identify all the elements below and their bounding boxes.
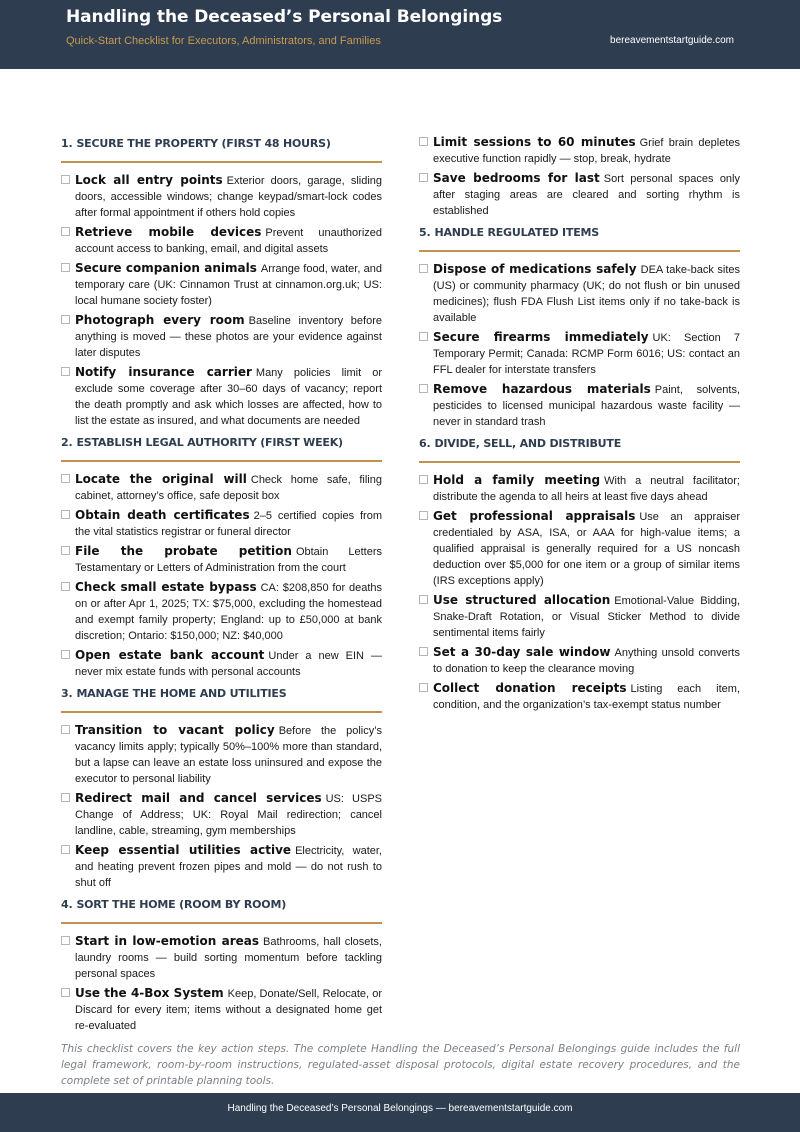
section-heading (61, 433, 382, 462)
item-description: Paint, solvents, pesticides to licensed municipal hazardous waste facility — never in standard trash (433, 384, 741, 428)
checklist-item (61, 364, 382, 429)
item-description: Sort personal spaces only after staging areas are cleared and sorting rhythm is established (433, 173, 740, 217)
checkbox-icon[interactable] (419, 595, 428, 604)
item-label: Open estate bank account (75, 648, 265, 662)
section-title: DIVIDE, SELL, AND DISTRIBUTE (434, 437, 622, 450)
item-label: Locate the original will (75, 472, 247, 486)
item-description: Arrange food, water, and temporary care (UK: Cinnamon Trust at cinnamon.org.uk; US: local humane society foster) (75, 263, 383, 307)
checklist-columns (61, 134, 740, 1034)
checkbox-icon[interactable] (419, 173, 428, 182)
section-title: SECURE THE PROPERTY (FIRST 48 HOURS) (76, 137, 331, 150)
item-description: 2–5 certified copies from the vital statistics registrar or funeral director (75, 510, 382, 538)
section-number: 6. (419, 437, 431, 450)
checkbox-icon[interactable] (61, 227, 70, 236)
item-description: Grief brain depletes executive function rapidly — stop, break, hydrate (433, 137, 740, 165)
header-site-link: bereavementstartguide.com (610, 35, 734, 46)
item-description: Keep, Donate/Sell, Relocate, or Discard for every item; items without a designated home get re-evaluated (75, 988, 382, 1032)
checklist-item (419, 680, 740, 713)
item-description: With a neutral facilitator; distribute the agenda to all heirs at least five days ahead (433, 475, 740, 503)
checkbox-icon[interactable] (419, 647, 428, 656)
section-number: 5. (419, 226, 431, 239)
checklist-section (61, 134, 382, 429)
checklist-item (61, 933, 382, 982)
item-description: CA: $208,850 for deaths on or after Apr 1, 2025; TX: $75,000, excluding the homestead and exempt family property; England: up to £50,000 at bank discretion; Ontario: $150,000; NZ: $40,000 (75, 582, 382, 642)
checkbox-icon[interactable] (61, 988, 70, 997)
checklist-item (61, 790, 382, 839)
item-label: Set a 30-day sale window (433, 645, 611, 659)
checklist-item (419, 508, 740, 589)
item-label: Keep essential utilities active (75, 843, 292, 857)
checklist-item (61, 507, 382, 540)
item-description: Electricity, water, and heating prevent frozen pipes and mold — do not rush to shut off (75, 845, 382, 889)
item-description: Many policies limit or exclude some coverage after 30–60 days of vacancy; report the death promptly and ask which losses are affected, how to list the estate as insured, and what documents are needed (75, 367, 382, 427)
item-description: Obtain Letters Testamentary or Letters of Administration from the court (75, 546, 382, 574)
item-label: Secure companion animals (75, 261, 257, 275)
checklist-item (61, 543, 382, 576)
checklist-section (61, 433, 382, 680)
section-heading (61, 134, 382, 163)
checklist-item (419, 381, 740, 430)
page-title: Handling the Deceased’s Personal Belongings (66, 7, 503, 27)
item-label: Start in low-emotion areas (75, 934, 259, 948)
checkbox-icon[interactable] (419, 511, 428, 520)
checklist-item (61, 471, 382, 504)
item-label: Hold a family meeting (433, 473, 601, 487)
item-label: Transition to vacant policy (75, 723, 275, 737)
section-title: HANDLE REGULATED ITEMS (434, 226, 600, 239)
item-label: File the probate petition (75, 544, 292, 558)
item-description: Under a new EIN — never mix estate funds with personal accounts (75, 650, 382, 678)
item-label: Redirect mail and cancel services (75, 791, 322, 805)
section-heading (61, 684, 382, 713)
checklist-item (61, 260, 382, 309)
item-label: Photograph every room (75, 313, 245, 327)
checklist-item (61, 985, 382, 1034)
item-label: Collect donation receipts (433, 681, 627, 695)
checkbox-icon[interactable] (61, 175, 70, 184)
item-description: Baseline inventory before anything is moved — these photos are your evidence against later disputes (75, 315, 382, 359)
section-heading (419, 434, 740, 463)
checklist-item (61, 172, 382, 221)
footer-text: Handling the Deceased’s Personal Belongings — bereavementstartguide.com (227, 1103, 573, 1114)
item-label: Retrieve mobile devices (75, 225, 262, 239)
section-number: 1. (61, 137, 73, 150)
checklist-item (419, 592, 740, 641)
section-number: 2. (61, 436, 73, 449)
checklist-item (419, 170, 740, 219)
checklist-item (419, 472, 740, 505)
item-description: Use an appraiser credentialed by ASA, ISA, or AAA for high-value items; a qualified appraisal is generally required for a US noncash deduction over $5,000 for one item or a group of similar items (IRS exceptions apply) (433, 511, 740, 587)
checkbox-icon[interactable] (419, 264, 428, 273)
item-label: Lock all entry points (75, 173, 223, 187)
checklist-item (61, 842, 382, 891)
section-number: 4. (61, 898, 73, 911)
item-description: Listing each item, condition, and the organization’s tax-exempt status number (433, 683, 740, 711)
closing-note: This checklist covers the key action steps. The complete Handling the Deceased’s Personal Belongings guide includes the full legal framework, room-by-room instructions, regulated-asset disposal protocols, digital estate recovery procedures, and the complete set of printable planning tools. (61, 1043, 740, 1087)
checkbox-icon[interactable] (419, 384, 428, 393)
item-description: Prevent unauthorized account access to banking, email, and digital assets (75, 227, 382, 255)
page-subtitle: Quick-Start Checklist for Executors, Administrators, and Families (66, 35, 381, 47)
checkbox-icon[interactable] (61, 582, 70, 591)
item-description: US: USPS Change of Address; UK: Royal Mail redirection; cancel landline, cable, streaming, gym memberships (75, 793, 382, 837)
checkbox-icon[interactable] (61, 315, 70, 324)
checklist-section (419, 434, 740, 713)
item-label: Secure firearms immediately (433, 330, 649, 344)
item-description: DEA take-back sites (US) or community pharmacy (UK; do not flush or bin unused medicines); flush FDA Flush List items only if no take-back is available (433, 264, 740, 324)
checklist-item (61, 312, 382, 361)
checklist-item (61, 647, 382, 680)
item-label: Remove hazardous materials (433, 382, 651, 396)
item-label: Use the 4-Box System (75, 986, 224, 1000)
item-description: Anything unsold converts to donation to keep the clearance moving (433, 647, 740, 675)
item-label: Use structured allocation (433, 593, 611, 607)
section-number: 3. (61, 687, 73, 700)
item-label: Save bedrooms for last (433, 171, 600, 185)
checkbox-icon[interactable] (61, 510, 70, 519)
item-label: Check small estate bypass (75, 580, 257, 594)
checkbox-icon[interactable] (419, 475, 428, 484)
checkbox-icon[interactable] (61, 793, 70, 802)
checklist-item (419, 644, 740, 677)
section-title: ESTABLISH LEGAL AUTHORITY (FIRST WEEK) (76, 436, 343, 449)
checklist-section (419, 223, 740, 430)
checkbox-icon[interactable] (61, 936, 70, 945)
item-description: Bathrooms, hall closets, laundry rooms — build sorting momentum before tackling personal spaces (75, 936, 382, 980)
section-heading (61, 895, 382, 924)
item-description: Before the policy’s vacancy limits apply; typically 50%–100% more than standard, but a lapse can leave an estate loss uninsured and expose the executor to personal liability (75, 725, 382, 785)
item-label: Get professional appraisals (433, 509, 636, 523)
checkbox-icon[interactable] (61, 546, 70, 555)
item-label: Limit sessions to 60 minutes (433, 135, 636, 149)
checklist-item (61, 722, 382, 787)
checkbox-icon[interactable] (61, 845, 70, 854)
item-description: Emotional-Value Bidding, Snake-Draft Rotation, or Visual Sticker Method to divide sentimental items fairly (433, 595, 740, 639)
checkbox-icon[interactable] (419, 137, 428, 146)
checkbox-icon[interactable] (61, 263, 70, 272)
page-header (0, 0, 800, 69)
section-heading (419, 223, 740, 252)
checklist-item (419, 329, 740, 378)
checkbox-icon[interactable] (61, 474, 70, 483)
item-description: UK: Section 7 Temporary Permit; Canada: RCMP Form 6016; US: contact an FFL dealer for interstate transfers (433, 332, 740, 376)
checkbox-icon[interactable] (61, 725, 70, 734)
item-description: Check home safe, filing cabinet, attorney’s office, safe deposit box (75, 474, 382, 502)
checkbox-icon[interactable] (419, 683, 428, 692)
checklist-item (419, 261, 740, 326)
checkbox-icon[interactable] (419, 332, 428, 341)
checkbox-icon[interactable] (61, 650, 70, 659)
checklist-item (61, 224, 382, 257)
page-footer (0, 1093, 800, 1132)
item-label: Obtain death certificates (75, 508, 250, 522)
item-label: Dispose of medications safely (433, 262, 637, 276)
checklist-item (61, 579, 382, 644)
item-label: Notify insurance carrier (75, 365, 252, 379)
item-description: Exterior doors, garage, sliding doors, accessible windows; change keypad/smart-lock codes after formal appointment if others hold copies (75, 175, 382, 219)
checkbox-icon[interactable] (61, 367, 70, 376)
checklist-item (419, 134, 740, 167)
section-title: SORT THE HOME (ROOM BY ROOM) (76, 898, 287, 911)
section-title: MANAGE THE HOME AND UTILITIES (76, 687, 287, 700)
checklist-section (61, 684, 382, 891)
